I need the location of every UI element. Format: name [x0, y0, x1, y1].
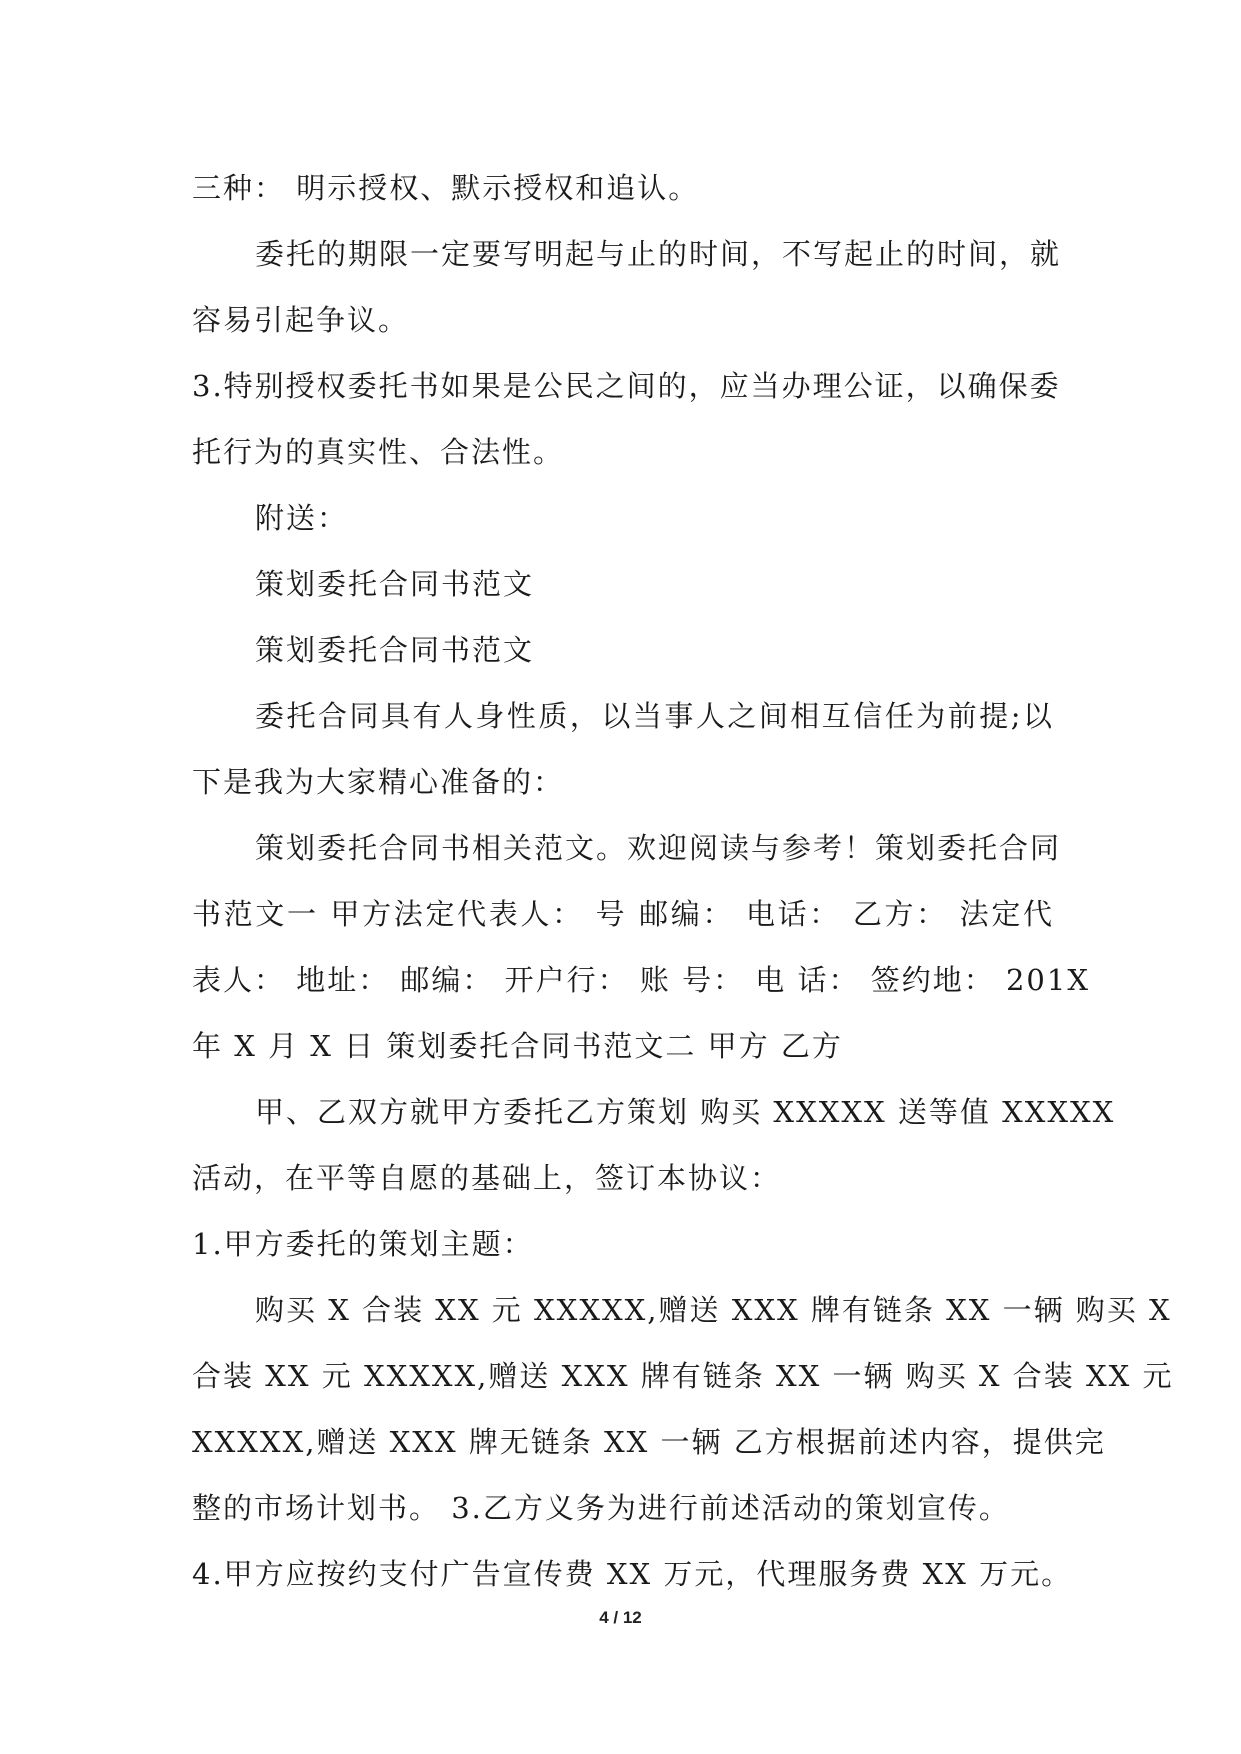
text-line: 容易引起争议。 [192, 303, 410, 337]
text-line: 表人： 地址： 邮编： 开户行： 账 号： 电 话： 签约地： 201X [192, 963, 1090, 997]
text-line: 策划委托合同书范文 [255, 633, 535, 667]
page-number: 4 / 12 [599, 1608, 642, 1627]
text-line: XXXXX,赠送 XXX 牌无链条 XX 一辆 乙方根据前述内容，提供完 [192, 1425, 1106, 1459]
text-line: 委托的期限一定要写明起与止的时间，不写起止的时间，就 [255, 237, 1062, 271]
text-line: 活动，在平等自愿的基础上，签订本协议： [192, 1161, 782, 1195]
text-line: 1.甲方委托的策划主题： [192, 1227, 534, 1261]
text-line: 策划委托合同书相关范文。欢迎阅读与参考！策划委托合同 [255, 831, 1062, 865]
document-body [192, 155, 1174, 1607]
text-line: 托行为的真实性、合法性。 [192, 435, 565, 469]
text-line: 4.甲方应按约支付广告宣传费 XX 万元，代理服务费 XX 万元。 [192, 1557, 1073, 1591]
text-line: 书范文一 甲方法定代表人： 号 邮编： 电话： 乙方： 法定代 [192, 897, 1054, 931]
text-line: 附送： [255, 501, 349, 535]
text-line: 下是我为大家精心准备的： [192, 765, 565, 799]
text-line: 3.特别授权委托书如果是公民之间的，应当办理公证，以确保委 [192, 369, 1061, 403]
text-line: 策划委托合同书范文 [255, 567, 535, 601]
text-line: 委托合同具有人身性质，以当事人之间相互信任为前提;以 [255, 699, 1054, 733]
text-line: 年 X 月 X 日 策划委托合同书范文二 甲方 乙方 [192, 1029, 843, 1063]
text-line: 三种： 明示授权、默示授权和追认。 [192, 171, 700, 205]
text-line: 合装 XX 元 XXXXX,赠送 XXX 牌有链条 XX 一辆 购买 X 合装 XX 元 [192, 1359, 1174, 1393]
text-line: 购买 X 合装 XX 元 XXXXX,赠送 XXX 牌有链条 XX 一辆 购买 X [255, 1293, 1172, 1327]
text-line: 整的市场计划书。 3.乙方义务为进行前述活动的策划宣传。 [192, 1491, 1010, 1525]
text-line: 甲、乙双方就甲方委托乙方策划 购买 XXXXX 送等值 XXXXX [255, 1095, 1116, 1129]
